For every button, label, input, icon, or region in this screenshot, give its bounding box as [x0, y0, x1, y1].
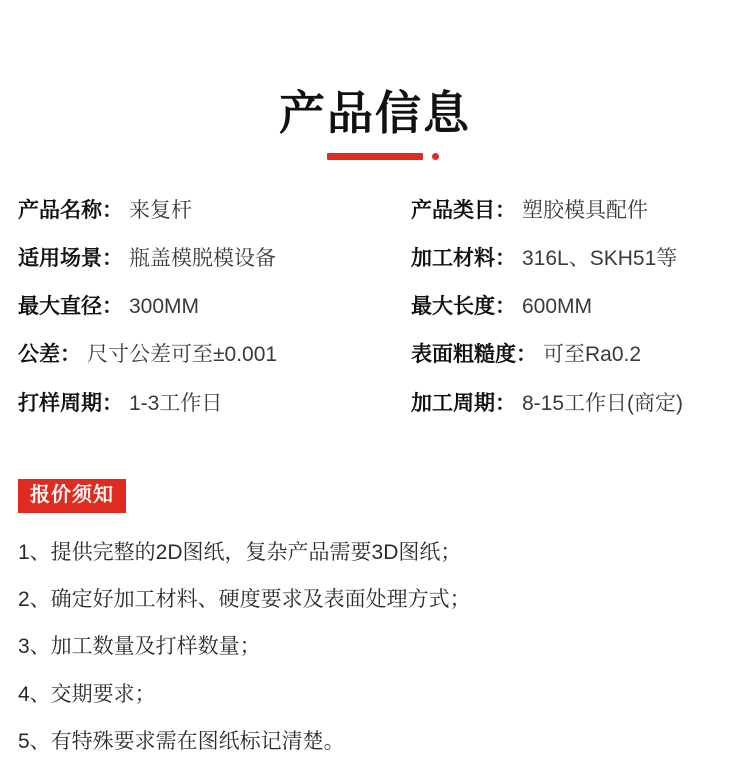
spec-label: 打样周期：: [18, 391, 123, 415]
list-item: 4、交期要求；: [18, 682, 156, 706]
spec-label: 表面粗糙度：: [411, 343, 537, 367]
spec-row: [393, 391, 748, 417]
spec-label: 适用场景：: [18, 246, 123, 270]
title-block: [0, 0, 750, 160]
spec-row: [393, 198, 748, 224]
spec-value: 来复杆: [129, 198, 192, 222]
quotation-notice-section: [0, 479, 750, 755]
list-item: 1、提供完整的2D图纸，复杂产品需要3D图纸；: [18, 540, 462, 564]
spec-value: 316L、SKH51等: [522, 246, 678, 270]
title-accent-dot: [432, 153, 439, 160]
spec-label: 加工材料：: [411, 246, 516, 270]
spec-value: 1-3工作日: [129, 391, 223, 415]
spec-value: 瓶盖模脱模设备: [129, 246, 276, 270]
notice-tag-badge: 报价须知: [18, 479, 126, 513]
spec-row: [18, 198, 393, 224]
spec-row: [393, 294, 748, 320]
spec-label: 公差：: [18, 343, 81, 367]
spec-value: 可至Ra0.2: [543, 343, 642, 367]
title-underline-accent: [327, 153, 423, 160]
spec-row: [393, 342, 748, 368]
spec-value: 塑胶模具配件: [522, 198, 648, 222]
spec-label: 产品名称：: [18, 198, 123, 222]
spec-row: [18, 342, 393, 368]
spec-row: [393, 246, 748, 272]
spec-row: [18, 294, 393, 320]
spec-label: 最大直径：: [18, 295, 123, 319]
spec-value: 600MM: [522, 295, 593, 319]
list-item: 2、确定好加工材料、硬度要求及表面处理方式；: [18, 588, 471, 612]
spec-value: 8-15工作日(商定): [522, 391, 684, 415]
spec-row: [18, 391, 393, 417]
spec-label: 产品类目：: [411, 198, 516, 222]
page-title: 产品信息: [279, 87, 471, 139]
spec-grid: [0, 198, 750, 417]
list-item: 3、加工数量及打样数量；: [18, 635, 261, 659]
spec-label: 加工周期：: [411, 391, 516, 415]
spec-value: 300MM: [129, 295, 200, 319]
spec-value: 尺寸公差可至±0.001: [87, 343, 278, 367]
spec-row: [18, 246, 393, 272]
notice-list: [18, 539, 750, 755]
list-item: 5、有特殊要求需在图纸标记清楚。: [18, 730, 345, 754]
spec-label: 最大长度：: [411, 295, 516, 319]
